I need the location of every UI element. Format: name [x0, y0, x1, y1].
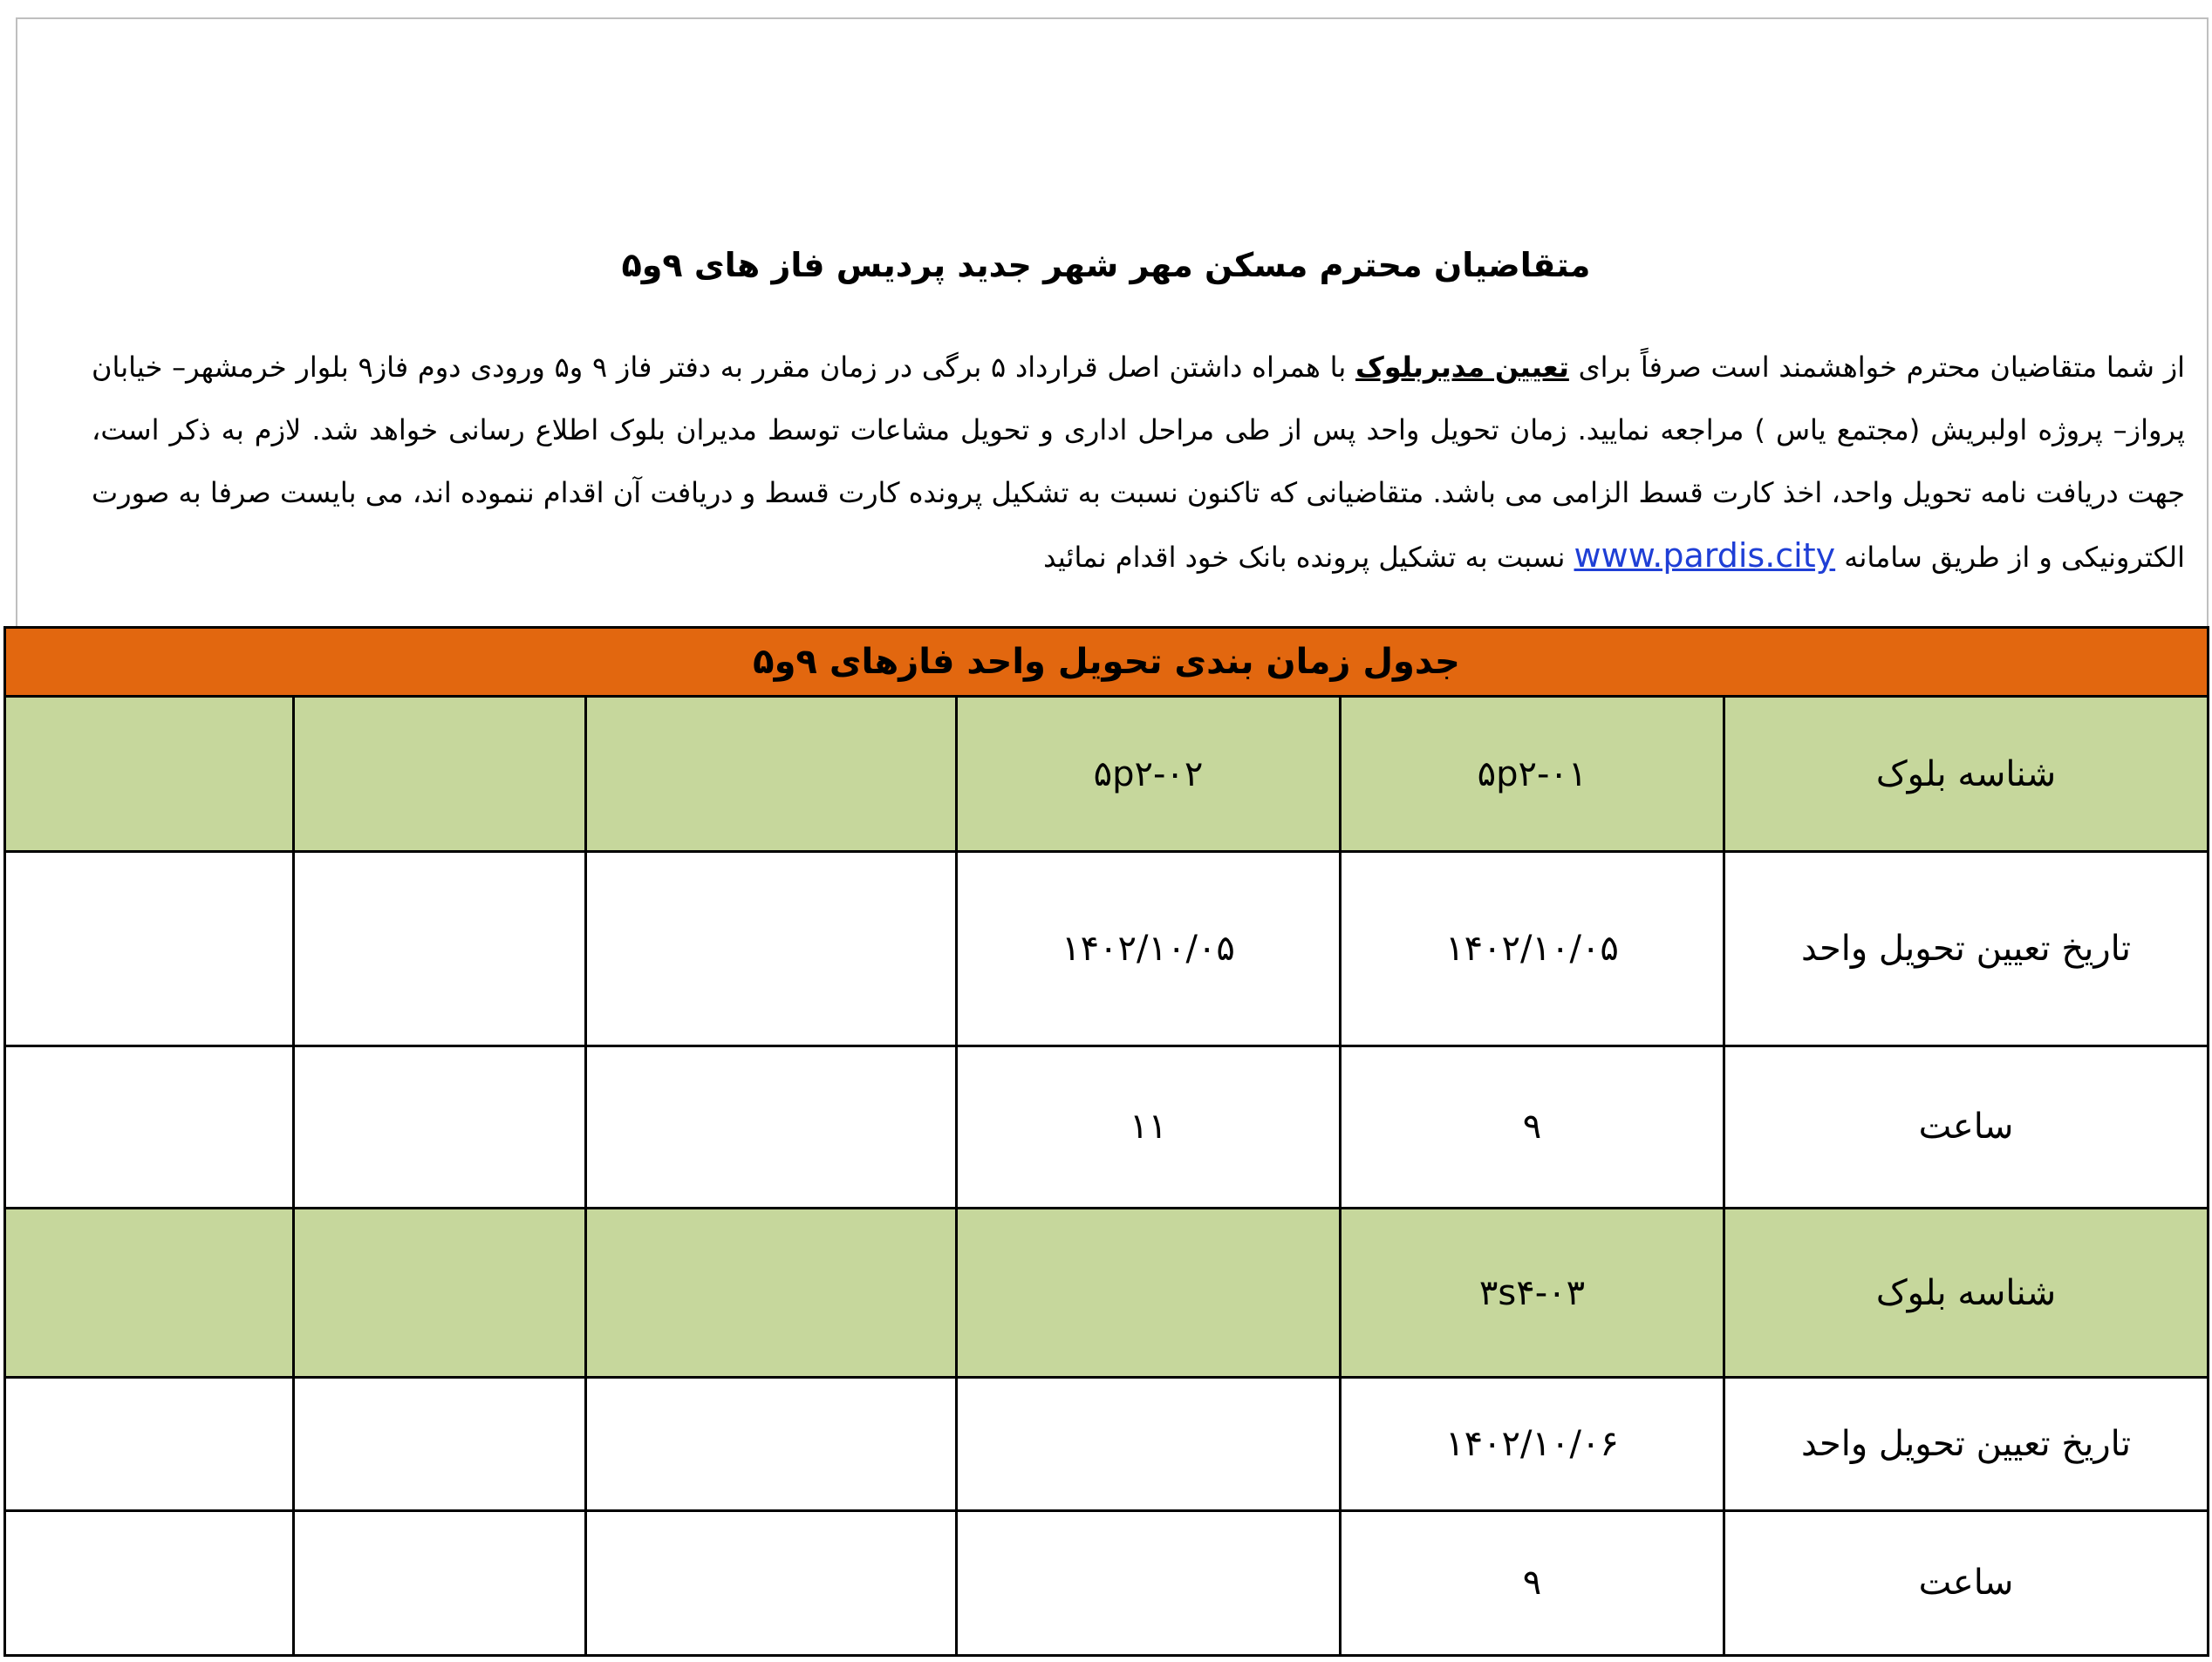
- page-title: متقاضیان محترم مسکن مهر شهر جدید پردیس فاز های ۹و۵: [621, 246, 1591, 284]
- website-link[interactable]: www.pardis.city: [1574, 536, 1836, 575]
- block-id-cell: [957, 1209, 1341, 1378]
- hour-cell: [957, 1510, 1341, 1655]
- hour-cell: [586, 1510, 957, 1655]
- row-label-hour: ساعت: [1724, 1510, 2209, 1655]
- date-cell: [5, 1378, 294, 1510]
- table-row: [5, 1378, 2209, 1510]
- table-row: [5, 697, 2209, 852]
- hour-cell: [294, 1046, 586, 1208]
- hour-cell: ۱۱: [957, 1046, 1341, 1208]
- table-title-row: [5, 628, 2209, 697]
- paragraph-text-3: نسبت به تشکیل پرونده بانک خود اقدام نمائید: [1043, 541, 1574, 574]
- date-cell: [294, 1378, 586, 1510]
- block-id-cell: [5, 1209, 294, 1378]
- schedule-table: [3, 626, 2209, 1657]
- date-cell: [5, 852, 294, 1046]
- paragraph-text-2: با همراه داشتن اصل قرارداد ۵ برگی در زمان مقرر به دفتر فاز ۹ و۵ ورودی دوم فاز۹ بلوار خرمشهر– خیابان پرواز– پروژه اولبریش (مجتمع یاس ) مراجعه نمایید. زمان تحویل واحد پس از طی مراحل اداری و تحویل مشاعات توسط مدیران بلوک اطلاع رسانی خواهد شد. لازم به ذکر است، جهت دریافت نامه تحویل واحد، اخذ کارت قسط الزامی می باشد. متقاضیانی که تاکنون نسبت به تشکیل پرونده کارت قسط و دریافت آن اقدام ننموده اند، می بایست صرفا به صورت الکترونیکی و از طریق سامانه: [92, 351, 2185, 574]
- date-cell: ۱۴۰۲/۱۰/۰۵: [957, 852, 1341, 1046]
- hour-cell: [5, 1510, 294, 1655]
- date-cell: ۱۴۰۲/۱۰/۰۶: [1341, 1378, 1724, 1510]
- block-id-cell: ۵p۲-۰۱: [1341, 697, 1724, 852]
- table-row: [5, 1510, 2209, 1655]
- table-row: [5, 852, 2209, 1046]
- table-row: [5, 1046, 2209, 1208]
- row-label-block: شناسه بلوک: [1724, 697, 2209, 852]
- hour-cell: [5, 1046, 294, 1208]
- block-id-cell: [5, 697, 294, 852]
- hour-cell: ۹: [1341, 1046, 1724, 1208]
- block-id-cell: ۳s۴-۰۳: [1341, 1209, 1724, 1378]
- date-cell: [586, 1378, 957, 1510]
- table-title: جدول زمان بندی تحویل واحد فازهای ۹و۵: [5, 628, 2209, 697]
- block-id-cell: ۵p۲-۰۲: [957, 697, 1341, 852]
- block-id-cell: [586, 697, 957, 852]
- hour-cell: ۹: [1341, 1510, 1724, 1655]
- row-label-date: تاریخ تعیین تحویل واحد: [1724, 1378, 2209, 1510]
- paragraph-bold-text: تعیین مدیربلوک: [1355, 351, 1569, 384]
- hour-cell: [294, 1510, 586, 1655]
- block-id-cell: [294, 1209, 586, 1378]
- date-cell: ۱۴۰۲/۱۰/۰۵: [1341, 852, 1724, 1046]
- hour-cell: [586, 1046, 957, 1208]
- row-label-date: تاریخ تعیین تحویل واحد: [1724, 852, 2209, 1046]
- row-label-hour: ساعت: [1724, 1046, 2209, 1208]
- paragraph-text-1: از شما متقاضیان محترم خواهشمند است صرفاً برای: [1568, 351, 2186, 384]
- block-id-cell: [586, 1209, 957, 1378]
- row-label-block: شناسه بلوک: [1724, 1209, 2209, 1378]
- date-cell: [294, 852, 586, 1046]
- date-cell: [957, 1378, 1341, 1510]
- date-cell: [586, 852, 957, 1046]
- notice-paragraph: [92, 336, 2185, 589]
- table-row: [5, 1209, 2209, 1378]
- block-id-cell: [294, 697, 586, 852]
